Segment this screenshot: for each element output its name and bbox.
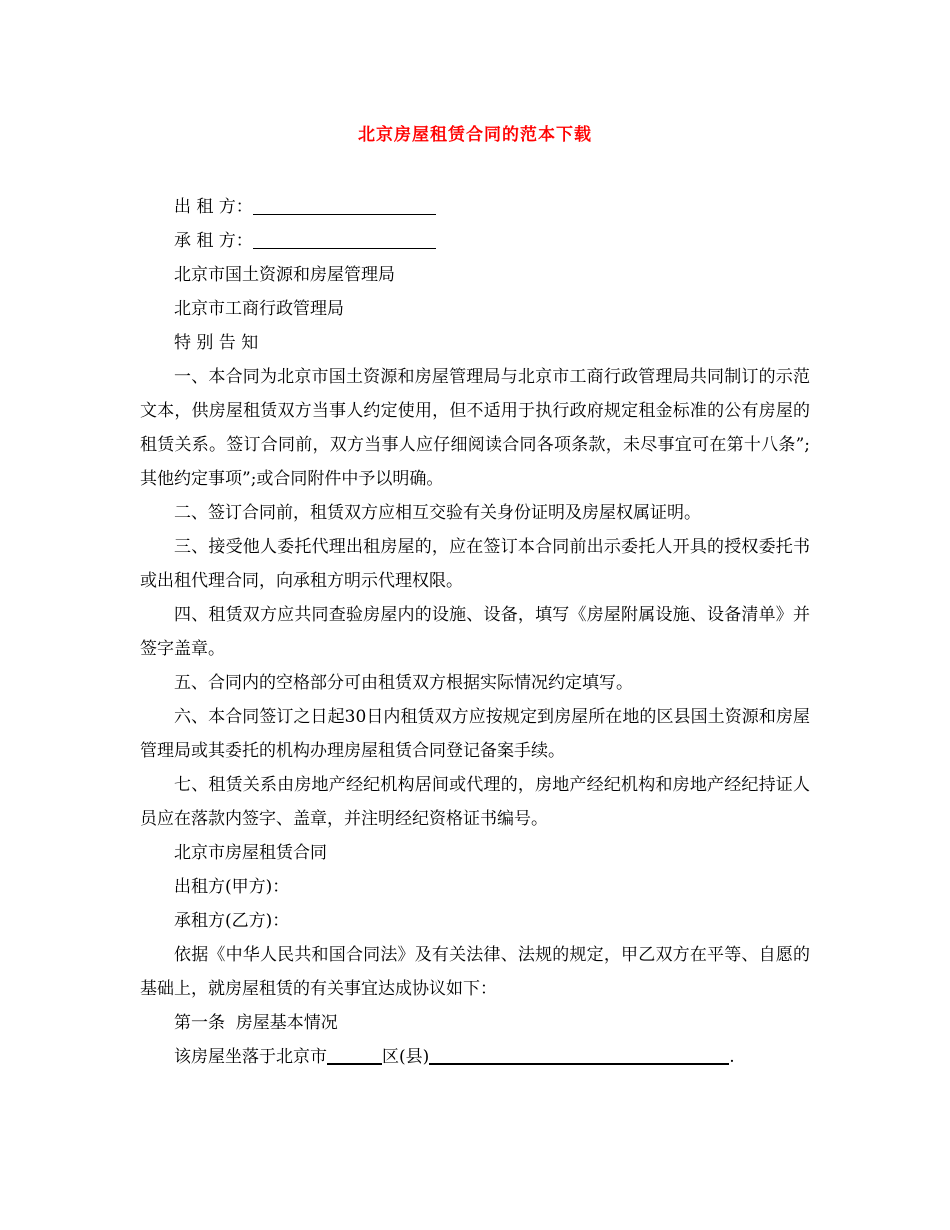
contract-title: 北京市房屋租赁合同 xyxy=(174,843,327,863)
location-line xyxy=(140,1040,810,1074)
lessee-line xyxy=(140,224,810,258)
address-blank xyxy=(429,1044,729,1065)
article-1-heading: 第一条 房屋基本情况 xyxy=(174,1013,338,1033)
lessor-label: 出 租 方： xyxy=(174,197,253,217)
location-end: . xyxy=(729,1047,735,1067)
lessee-blank xyxy=(253,228,436,249)
document-body xyxy=(140,190,810,1074)
lessor-line xyxy=(140,190,810,224)
org-land-bureau: 北京市国土资源和房屋管理局 xyxy=(174,265,395,285)
party-b-line: 承租方(乙方)： xyxy=(174,911,290,931)
party-a-line: 出租方(甲方)： xyxy=(174,877,290,897)
notice-item-3: 三、接受他人委托代理出租房屋的，应在签订本合同前出示委托人开具的授权委托书或出租代理合同，向承租方明示代理权限。 xyxy=(140,537,810,591)
notice-item-7: 七、租赁关系由房地产经纪机构居间或代理的，房地产经纪机构和房地产经纪持证人员应在落款内签字、盖章，并注明经纪资格证书编号。 xyxy=(140,775,810,829)
notice-item-1: 一、本合同为北京市国土资源和房屋管理局与北京市工商行政管理局共同制订的示范文本，供房屋租赁双方当事人约定使用，但不适用于执行政府规定租金标准的公有房屋的租赁关系。签订合同前，双方当事人应仔细阅读合同各项条款，未尽事宜可在第十八条”;其他约定事项”;或合同附件中予以明确。 xyxy=(140,367,810,489)
location-mid: 区(县) xyxy=(382,1047,430,1067)
district-blank xyxy=(327,1044,382,1065)
notice-item-4: 四、租赁双方应共同查验房屋内的设施、设备，填写《房屋附属设施、设备清单》并签字盖章。 xyxy=(140,605,810,659)
notice-heading: 特 别 告 知 xyxy=(174,333,259,353)
notice-item-6: 六、本合同签订之日起30日内租赁双方应按规定到房屋所在地的区县国土资源和房屋管理局或其委托的机构办理房屋租赁合同登记备案手续。 xyxy=(140,707,810,761)
lessor-blank xyxy=(253,194,436,215)
location-prefix: 该房屋坐落于北京市 xyxy=(174,1047,327,1067)
notice-item-2: 二、签订合同前，租赁双方应相互交验有关身份证明及房屋权属证明。 xyxy=(174,503,701,523)
document-title: 北京房屋租赁合同的范本下载 xyxy=(358,125,592,145)
org-commerce-bureau: 北京市工商行政管理局 xyxy=(174,299,344,319)
lessee-label: 承 租 方： xyxy=(174,231,253,251)
notice-item-5: 五、合同内的空格部分可由租赁双方根据实际情况约定填写。 xyxy=(174,673,633,693)
preamble: 依据《中华人民共和国合同法》及有关法律、法规的规定，甲乙双方在平等、自愿的基础上，就房屋租赁的有关事宜达成协议如下： xyxy=(140,945,810,999)
